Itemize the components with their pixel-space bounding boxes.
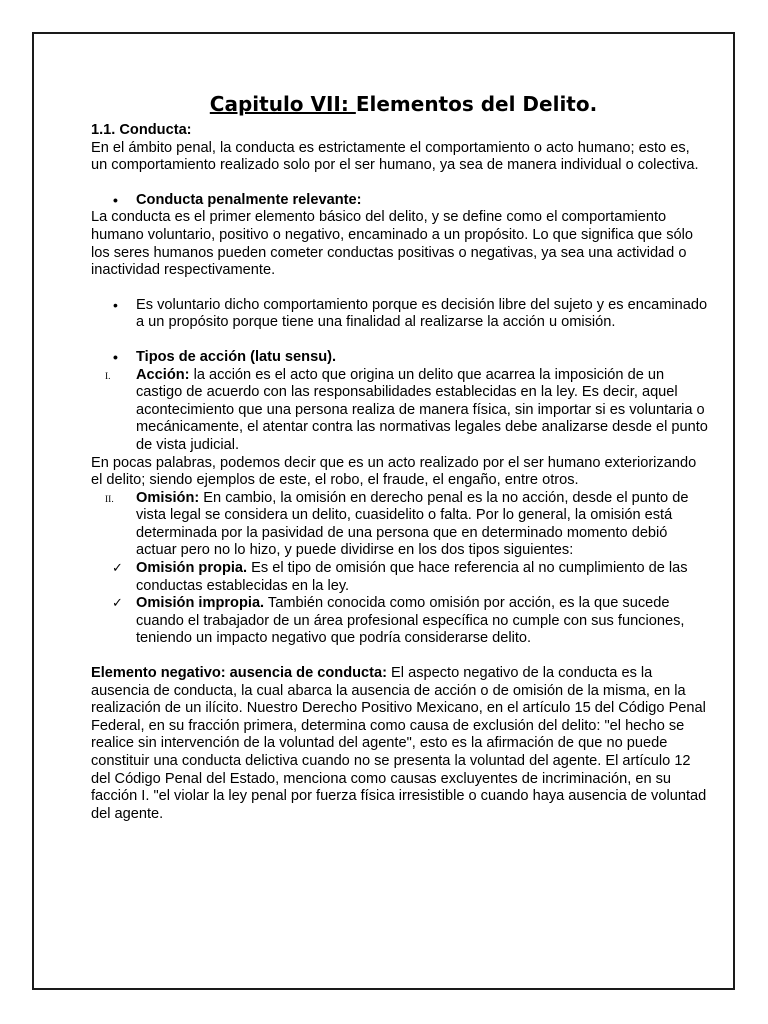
check-list-omision	[91, 560, 708, 648]
text-accion: la acción es el acto que origina un delito que acarrea la imposición de un castigo de acuerdo con las responsabilidades establecidas en la ley. Es decir, aquel acontecimiento que una persona realiza de manera física, sin importar si es voluntaria o mecánicamente, el atentar contra las normativas legales debe analizarse desde el punto de vista judicial.	[136, 366, 708, 453]
check-icon: ✓	[112, 561, 123, 577]
roman-list-omision	[91, 490, 708, 560]
text-omision-impropia: También conocida como omisión por acción, es la que sucede cuando el trabajador de un área profesional específica no cumple con sus funciones, teniendo un impacto negativo que podría considerarse delito.	[136, 595, 685, 647]
title-chapter: Capitulo VII:	[209, 92, 356, 116]
page-title	[91, 92, 708, 116]
bullet-list-tipos	[91, 349, 708, 367]
term-omision-propia: Omisión propia.	[136, 560, 248, 577]
paragraph-conducta: En el ámbito penal, la conducta es estrictamente el comportamiento o acto humano; esto es, un comportamiento realizado solo por el ser humano, ya sea de manera individual o colectiva.	[91, 139, 699, 174]
roman-numeral-1: I.	[105, 371, 111, 382]
paragraph-pocas-palabras: En pocas palabras, podemos decir que es un acto realizado por el ser humano exteriorizando el delito; siendo ejemplos de este, el robo, el fraude, el engaño, entre otros.	[91, 454, 697, 489]
bullet-conducta-relevante: • Conducta penalmente relevante:	[91, 192, 708, 210]
term-elemento-negativo: Elemento negativo: ausencia de conducta:	[91, 665, 387, 682]
text-omision: En cambio, la omisión en derecho penal es la no acción, desde el punto de vista legal se considera un delito, cuasidelito o falta. Por lo general, la omisión está determinada por la pasividad de una persona que en determinado momento debió actuar pero no lo hizo, y puede dividirse en los dos tipos siguientes:	[136, 489, 689, 559]
text-elemento-negativo: El aspecto negativo de la conducta es la ausencia de conducta, la cual abarca la ausencia de acción o de omisión de la misma, en la realización de un ilícito. Nuestro Derecho Positivo Mexicano, en el artículo 15 del Código Penal Federal, en su fracción primera, determina como causa de exclusión del delito: "el hecho se realice sin intervención de la voluntad del agente", esto es la afirmación de que no puede constituir una conducta delictiva cuando no se presenta la voluntad del agente. El artículo 12 del Código Penal del Estado, menciona como causas excluyentes de incriminación, en su facción I. "el violar la ley penal por fuerza física irresistible o cuando haya ausencia de voluntad del agente.	[91, 665, 707, 822]
check-icon: ✓	[112, 596, 123, 612]
term-accion: Acción:	[136, 366, 190, 383]
term-omision-impropia: Omisión impropia.	[136, 595, 265, 612]
document-content	[91, 92, 708, 823]
list-item-omision	[91, 490, 708, 560]
title-subject: Elementos del Delito.	[355, 92, 598, 116]
list-item-accion	[91, 367, 708, 455]
roman-list-accion	[91, 367, 708, 455]
paragraph-conducta-relevante: La conducta es el primer elemento básico del delito, y se define como el comportamiento humano voluntario, positivo o negativo, encaminado a un propósito. Lo que significa que sólo los seres humanos pueden cometer conductas positivas o negativas, ya sea una actividad o inactividad respectivamente.	[91, 209, 693, 279]
bullet-list-voluntario	[91, 297, 708, 332]
bullet-tipos-accion: • Tipos de acción (latu sensu).	[91, 349, 708, 367]
roman-numeral-2: II.	[105, 494, 114, 505]
document-page	[32, 32, 735, 990]
paragraph-elemento-negativo	[91, 665, 708, 823]
section-heading-conducta: 1.1. Conducta:	[91, 122, 192, 138]
term-omision: Omisión:	[136, 489, 200, 506]
bullet-list-relevante	[91, 192, 708, 210]
list-item-omision-impropia	[91, 595, 708, 648]
bullet-voluntario: • Es voluntario dicho comportamiento porque es decisión libre del sujeto y es encaminado a un propósito porque tiene una finalidad al realizarse la acción u omisión.	[91, 297, 708, 332]
list-item-omision-propia	[91, 560, 708, 595]
text-omision-propia: Es el tipo de omisión que hace referencia al no cumplimiento de las conductas establecidas en la ley.	[136, 560, 688, 594]
